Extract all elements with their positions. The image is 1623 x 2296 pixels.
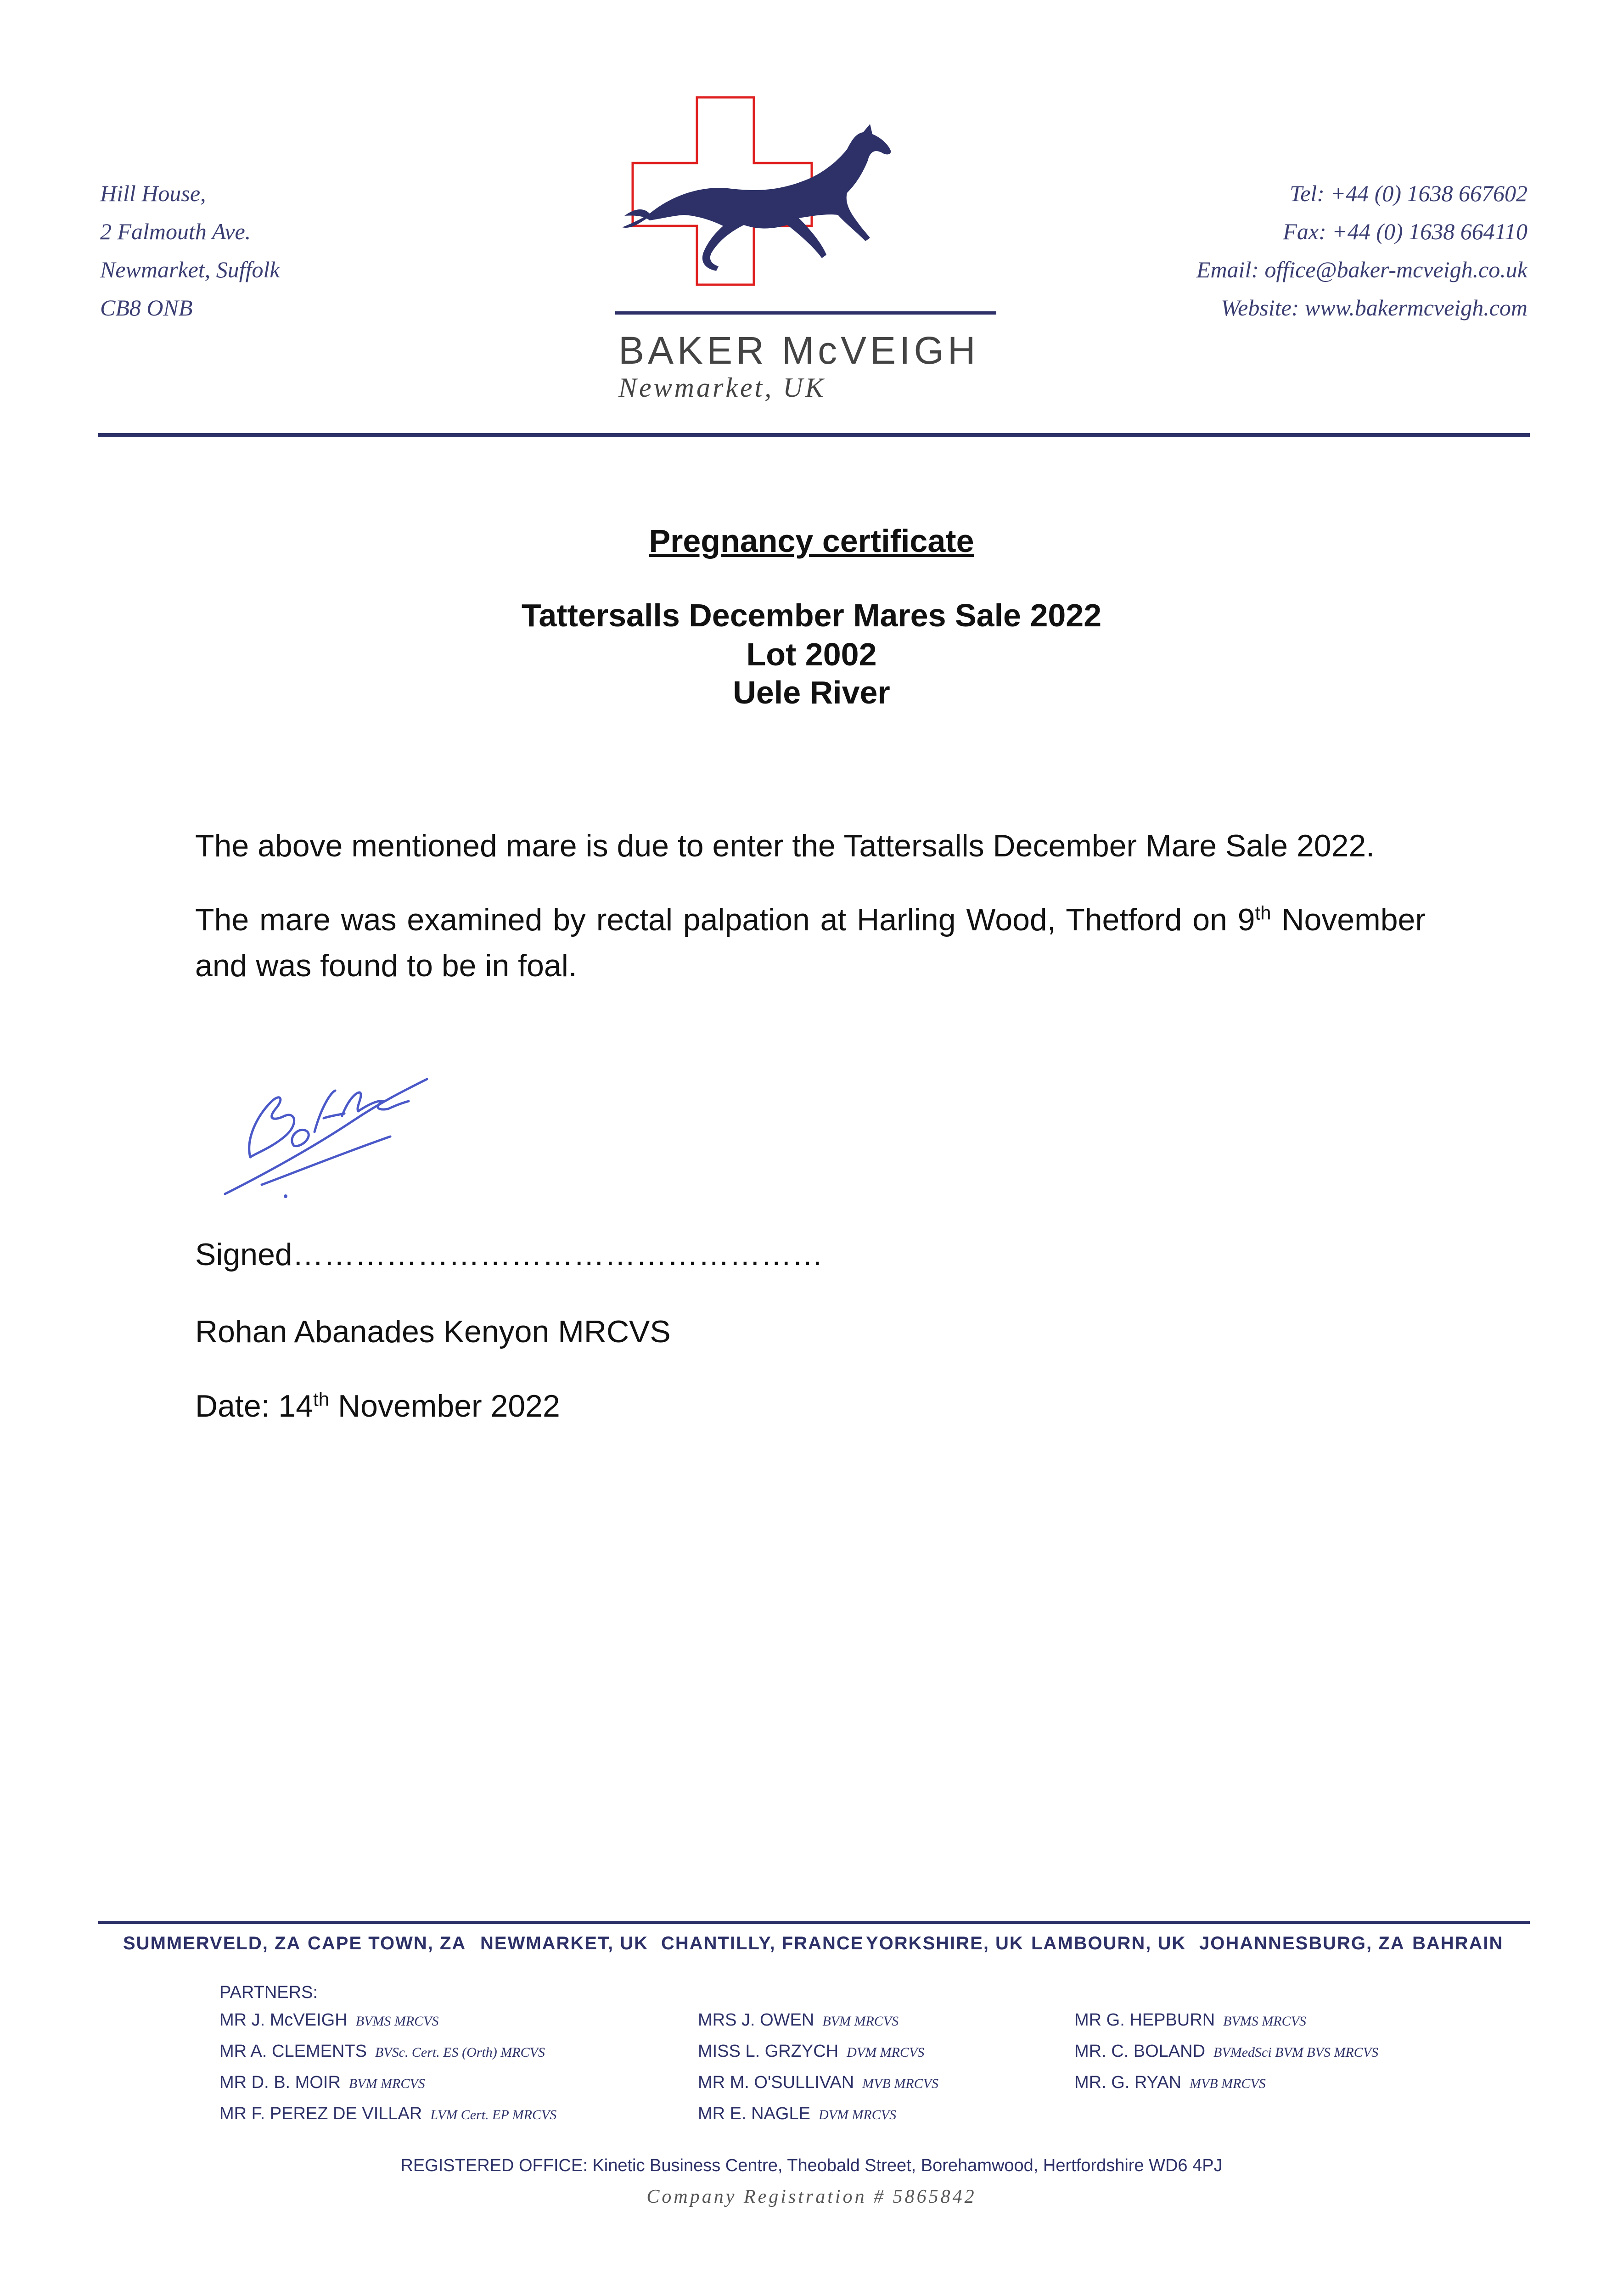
baker-mcveigh-logo bbox=[606, 92, 1001, 331]
signature-line: Signed…………………………………………… bbox=[195, 1237, 823, 1272]
partner-entry bbox=[698, 2010, 938, 2042]
brand-name: BAKER McVEIGH bbox=[618, 329, 979, 372]
location-item: YORKSHIRE, UK bbox=[866, 1933, 1024, 1953]
date-text-end: November 2022 bbox=[329, 1389, 560, 1424]
partner-qualifications: MVB MRCVS bbox=[862, 2076, 938, 2091]
partner-entry bbox=[219, 2073, 556, 2104]
partner-qualifications: BVMS MRCVS bbox=[1223, 2014, 1306, 2029]
partner-entry bbox=[219, 2042, 556, 2073]
location-item: LAMBOURN, UK bbox=[1031, 1933, 1186, 1953]
partner-entry bbox=[219, 2010, 556, 2042]
partner-entry bbox=[219, 2104, 556, 2135]
location-item: NEWMARKET, UK bbox=[480, 1933, 648, 1953]
partner-qualifications: BVMedSci BVM BVS MRCVS bbox=[1213, 2045, 1379, 2060]
address-line: Newmarket, Suffolk bbox=[100, 257, 280, 282]
partner-qualifications: BVM MRCVS bbox=[348, 2076, 425, 2091]
handwritten-signature bbox=[207, 1047, 464, 1203]
office-locations bbox=[123, 1933, 1504, 1961]
partner-qualifications: BVM MRCVS bbox=[822, 2014, 899, 2029]
partner-qualifications: DVM MRCVS bbox=[847, 2045, 925, 2060]
horse-name: Uele River bbox=[733, 675, 890, 710]
address-line: Hill House, bbox=[100, 180, 206, 206]
statement-paragraph: The above mentioned mare is due to enter the Tattersalls December Mare Sale 2022. bbox=[195, 828, 1375, 863]
date-text: Date: 14 bbox=[195, 1389, 314, 1424]
certificate-date bbox=[195, 1383, 1426, 1429]
partner-name: MR. G. RYAN bbox=[1074, 2073, 1181, 2092]
partner-qualifications: BVMS MRCVS bbox=[355, 2014, 439, 2029]
partner-entry bbox=[1074, 2010, 1378, 2042]
partner-name: MR F. PEREZ DE VILLAR bbox=[219, 2104, 422, 2123]
partner-name: MR M. O'SULLIVAN bbox=[698, 2073, 854, 2092]
company-registration: Company Registration # 5865842 bbox=[646, 2186, 977, 2207]
location-item: SUMMERVELD, ZA bbox=[123, 1933, 301, 1953]
website-address: Website: www.bakermcveigh.com bbox=[1221, 295, 1528, 321]
examination-text-end: November and was found to be in foal. bbox=[195, 902, 1426, 983]
partner-name: MR D. B. MOIR bbox=[219, 2073, 341, 2092]
partners-column bbox=[698, 2010, 938, 2135]
signatory-name: Rohan Abanades Kenyon MRCVS bbox=[195, 1314, 671, 1349]
address-line: 2 Falmouth Ave. bbox=[100, 219, 251, 244]
phone-number: Tel: +44 (0) 1638 667602 bbox=[1290, 180, 1528, 206]
logo-rule bbox=[615, 311, 996, 315]
partner-entry bbox=[698, 2104, 938, 2135]
partner-name: MR E. NAGLE bbox=[698, 2104, 810, 2123]
partner-qualifications: DVM MRCVS bbox=[818, 2107, 897, 2122]
certificate-title: Pregnancy certificate bbox=[649, 523, 974, 559]
partner-name: MR J. McVEIGH bbox=[219, 2010, 348, 2030]
location-item: CHANTILLY, FRANCE bbox=[661, 1933, 864, 1953]
partner-qualifications: MVB MRCVS bbox=[1189, 2076, 1266, 2091]
partner-qualifications: BVSc. Cert. ES (Orth) MRCVS bbox=[375, 2045, 545, 2060]
email-address: Email: office@baker-mcveigh.co.uk bbox=[1196, 257, 1528, 282]
location-item: CAPE TOWN, ZA bbox=[308, 1933, 466, 1953]
location-item: JOHANNESBURG, ZA bbox=[1199, 1933, 1405, 1953]
partner-name: MISS L. GRZYCH bbox=[698, 2042, 839, 2061]
examination-text: The mare was examined by rectal palpation at Harling Wood, Thetford on 9 bbox=[195, 902, 1255, 937]
registered-office: REGISTERED OFFICE: Kinetic Business Centre, Theobald Street, Borehamwood, Hertfordshire WD6 4PJ bbox=[400, 2156, 1223, 2175]
fax-number: Fax: +44 (0) 1638 664110 bbox=[1283, 219, 1528, 244]
contact-details bbox=[1196, 174, 1528, 327]
partner-name: MRS J. OWEN bbox=[698, 2010, 814, 2030]
sale-name: Tattersalls December Mares Sale 2022 bbox=[521, 597, 1102, 633]
partner-name: MR A. CLEMENTS bbox=[219, 2042, 367, 2061]
office-address bbox=[100, 174, 280, 327]
partner-entry bbox=[1074, 2042, 1378, 2073]
examination-paragraph bbox=[195, 897, 1426, 989]
partner-qualifications: LVM Cert. EP MRCVS bbox=[430, 2107, 557, 2122]
galloping-horse-icon bbox=[622, 124, 891, 271]
partners-column bbox=[1074, 2010, 1378, 2104]
location-item: BAHRAIN bbox=[1412, 1933, 1504, 1953]
partner-name: MR. C. BOLAND bbox=[1074, 2042, 1206, 2061]
ordinal-suffix: th bbox=[1255, 902, 1271, 924]
date-ordinal-suffix: th bbox=[313, 1388, 330, 1410]
brand-location: Newmarket, UK bbox=[618, 372, 826, 403]
partner-entry bbox=[698, 2042, 938, 2073]
header-divider bbox=[98, 433, 1530, 437]
lot-number: Lot 2002 bbox=[746, 636, 877, 672]
partners-column bbox=[219, 2010, 556, 2135]
partner-entry bbox=[1074, 2073, 1378, 2104]
footer-divider bbox=[98, 1921, 1530, 1924]
partner-name: MR G. HEPBURN bbox=[1074, 2010, 1215, 2030]
partner-entry bbox=[698, 2073, 938, 2104]
partners-label: PARTNERS: bbox=[219, 1983, 318, 2002]
address-line: CB8 ONB bbox=[100, 295, 193, 321]
